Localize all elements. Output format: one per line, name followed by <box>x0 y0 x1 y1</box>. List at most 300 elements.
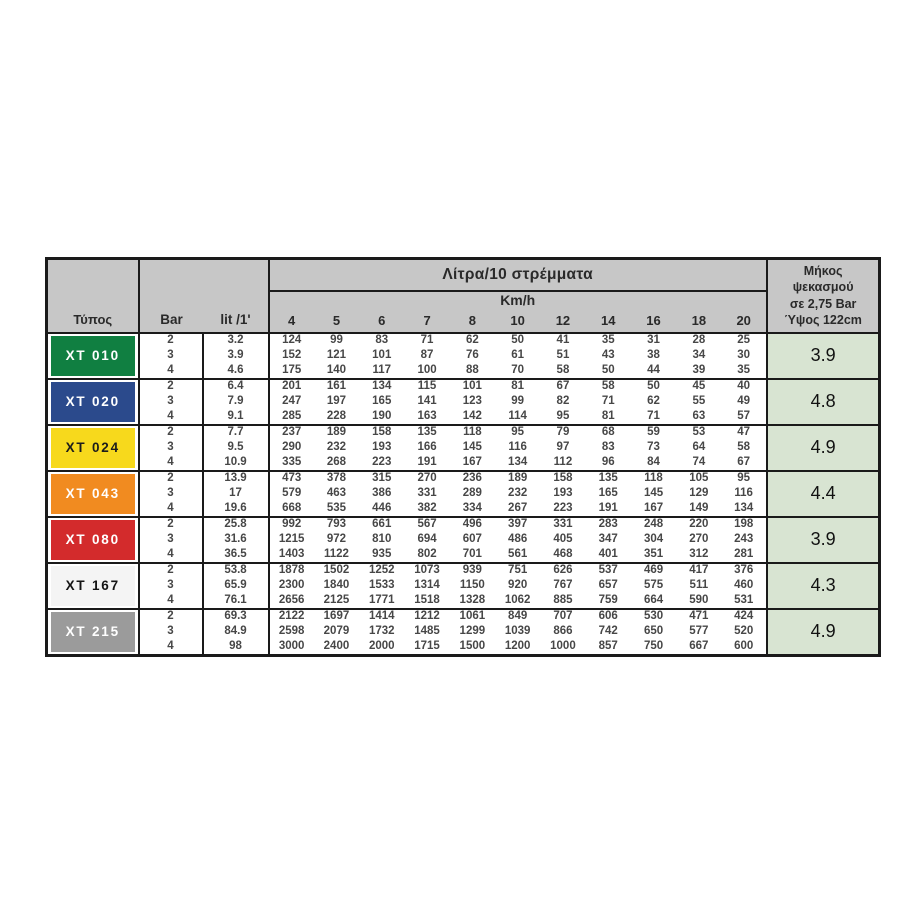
flow-value: 9.5 <box>203 440 269 455</box>
data-row <box>47 379 880 394</box>
speed-column-header: 4 <box>269 309 314 333</box>
rate-value: 140 <box>314 363 359 378</box>
flow-value: 53.8 <box>203 563 269 578</box>
header-row-1 <box>47 259 880 291</box>
flow-column-header-label: lit /1' <box>220 311 251 327</box>
rate-value: 2400 <box>314 640 359 656</box>
rate-value: 193 <box>359 440 404 455</box>
rate-value: 1039 <box>495 624 540 640</box>
rate-value: 992 <box>269 517 314 532</box>
spray-length-value: 4.9 <box>767 609 880 656</box>
rate-value: 58 <box>540 363 585 378</box>
rate-value: 118 <box>450 425 495 440</box>
data-row <box>47 455 880 470</box>
speed-column-header: 18 <box>676 309 721 333</box>
rate-value: 141 <box>404 394 449 409</box>
rate-value: 469 <box>631 563 676 578</box>
rate-value: 417 <box>676 563 721 578</box>
rate-value: 167 <box>450 455 495 470</box>
rate-value: 116 <box>495 440 540 455</box>
rate-value: 134 <box>495 455 540 470</box>
rate-value: 1502 <box>314 563 359 578</box>
speed-column-header: 16 <box>631 309 676 333</box>
rate-value: 71 <box>631 409 676 424</box>
rate-value: 2598 <box>269 624 314 640</box>
rate-value: 468 <box>540 547 585 562</box>
rate-value: 701 <box>450 547 495 562</box>
nozzle-type-cell <box>47 609 139 656</box>
rate-value: 175 <box>269 363 314 378</box>
rate-value: 43 <box>586 348 631 363</box>
rate-value: 71 <box>586 394 631 409</box>
speed-column-header: 12 <box>540 309 585 333</box>
rate-value: 116 <box>721 486 766 501</box>
rate-value: 1697 <box>314 609 359 625</box>
rate-value: 866 <box>540 624 585 640</box>
rate-value: 70 <box>495 363 540 378</box>
spray-length-value: 4.4 <box>767 471 880 517</box>
bar-value: 3 <box>139 486 203 501</box>
nozzle-type-label: XT 215 <box>51 612 135 652</box>
rate-value: 145 <box>450 440 495 455</box>
bar-value: 2 <box>139 609 203 625</box>
rate-value: 35 <box>721 363 766 378</box>
rate-value: 50 <box>631 379 676 394</box>
flow-value: 65.9 <box>203 578 269 593</box>
rate-value: 1299 <box>450 624 495 640</box>
rate-value: 134 <box>721 501 766 516</box>
rate-value: 281 <box>721 547 766 562</box>
table-body <box>47 333 880 656</box>
rate-value: 972 <box>314 532 359 547</box>
flow-value: 69.3 <box>203 609 269 625</box>
nozzle-type-cell <box>47 471 139 517</box>
rate-value: 802 <box>404 547 449 562</box>
rate-value: 61 <box>495 348 540 363</box>
spray-length-header-line: σε 2,75 Bar <box>789 296 857 311</box>
rate-value: 1314 <box>404 578 449 593</box>
rate-value: 2125 <box>314 593 359 608</box>
rate-value: 101 <box>359 348 404 363</box>
rate-value: 117 <box>359 363 404 378</box>
rate-value: 88 <box>450 363 495 378</box>
nozzle-rate-table <box>45 257 881 657</box>
rate-value: 167 <box>631 501 676 516</box>
rate-value: 55 <box>676 394 721 409</box>
speed-unit-cell: Km/h <box>269 291 767 309</box>
bar-value: 3 <box>139 348 203 363</box>
rate-value: 496 <box>450 517 495 532</box>
rate-value: 460 <box>721 578 766 593</box>
rate-value: 590 <box>676 593 721 608</box>
rate-value: 99 <box>314 333 359 348</box>
rate-value: 63 <box>676 409 721 424</box>
rate-value: 401 <box>586 547 631 562</box>
rate-value: 473 <box>269 471 314 486</box>
rate-value: 135 <box>586 471 631 486</box>
rate-value: 650 <box>631 624 676 640</box>
nozzle-type-label: XT 043 <box>51 474 135 514</box>
liters-title-cell: Λίτρα/10 στρέμματα <box>269 259 767 291</box>
rate-value: 237 <box>269 425 314 440</box>
rate-value: 115 <box>404 379 449 394</box>
rate-value: 62 <box>631 394 676 409</box>
data-row <box>47 547 880 562</box>
spray-length-value: 3.9 <box>767 333 880 379</box>
rate-value: 163 <box>404 409 449 424</box>
rate-value: 95 <box>540 409 585 424</box>
nozzle-type-label: XT 167 <box>51 566 135 606</box>
rate-value: 424 <box>721 609 766 625</box>
rate-value: 81 <box>495 379 540 394</box>
flow-value: 19.6 <box>203 501 269 516</box>
rate-value: 68 <box>586 425 631 440</box>
type-column-header <box>47 259 139 333</box>
flow-value: 4.6 <box>203 363 269 378</box>
data-row <box>47 517 880 532</box>
rate-value: 189 <box>495 471 540 486</box>
spray-length-header-line: Μήκος <box>803 263 843 278</box>
rate-value: 39 <box>676 363 721 378</box>
rate-value: 446 <box>359 501 404 516</box>
rate-value: 243 <box>721 532 766 547</box>
nozzle-type-cell <box>47 379 139 425</box>
speed-column-header: 20 <box>721 309 766 333</box>
flow-value: 76.1 <box>203 593 269 608</box>
rate-value: 1215 <box>269 532 314 547</box>
rate-value: 67 <box>540 379 585 394</box>
flow-value: 10.9 <box>203 455 269 470</box>
rate-value: 920 <box>495 578 540 593</box>
rate-value: 25 <box>721 333 766 348</box>
rate-value: 191 <box>404 455 449 470</box>
spray-length-value: 4.8 <box>767 379 880 425</box>
rate-value: 2000 <box>359 640 404 656</box>
rate-value: 378 <box>314 471 359 486</box>
data-row <box>47 425 880 440</box>
rate-value: 463 <box>314 486 359 501</box>
rate-value: 99 <box>495 394 540 409</box>
data-row <box>47 501 880 516</box>
rate-value: 191 <box>586 501 631 516</box>
rate-value: 95 <box>495 425 540 440</box>
rate-value: 759 <box>586 593 631 608</box>
rate-value: 97 <box>540 440 585 455</box>
rate-value: 152 <box>269 348 314 363</box>
rate-value: 857 <box>586 640 631 656</box>
rate-value: 290 <box>269 440 314 455</box>
rate-value: 1840 <box>314 578 359 593</box>
bar-value: 3 <box>139 532 203 547</box>
rate-value: 751 <box>495 563 540 578</box>
rate-value: 121 <box>314 348 359 363</box>
table-header <box>47 259 880 333</box>
rate-value: 166 <box>404 440 449 455</box>
rate-value: 197 <box>314 394 359 409</box>
rate-value: 34 <box>676 348 721 363</box>
speed-column-header: 7 <box>404 309 449 333</box>
rate-value: 1732 <box>359 624 404 640</box>
rate-value: 31 <box>631 333 676 348</box>
rate-value: 935 <box>359 547 404 562</box>
rate-value: 1061 <box>450 609 495 625</box>
rate-value: 347 <box>586 532 631 547</box>
nozzle-type-cell <box>47 425 139 471</box>
flow-value: 3.9 <box>203 348 269 363</box>
data-row <box>47 409 880 424</box>
rate-value: 707 <box>540 609 585 625</box>
nozzle-type-cell <box>47 563 139 609</box>
rate-value: 3000 <box>269 640 314 656</box>
rate-value: 87 <box>404 348 449 363</box>
bar-column-header-label: Bar <box>160 311 183 327</box>
rate-value: 28 <box>676 333 721 348</box>
rate-value: 158 <box>540 471 585 486</box>
rate-value: 190 <box>359 409 404 424</box>
rate-value: 83 <box>586 440 631 455</box>
flow-value: 17 <box>203 486 269 501</box>
rate-value: 694 <box>404 532 449 547</box>
data-row <box>47 394 880 409</box>
bar-value: 3 <box>139 578 203 593</box>
nozzle-type-label: XT 020 <box>51 382 135 422</box>
data-row <box>47 624 880 640</box>
rate-value: 114 <box>495 409 540 424</box>
rate-value: 2300 <box>269 578 314 593</box>
bar-value: 3 <box>139 394 203 409</box>
rate-value: 1414 <box>359 609 404 625</box>
rate-value: 73 <box>631 440 676 455</box>
rate-value: 50 <box>495 333 540 348</box>
rate-value: 59 <box>631 425 676 440</box>
rate-value: 331 <box>404 486 449 501</box>
rate-value: 1518 <box>404 593 449 608</box>
rate-value: 105 <box>676 471 721 486</box>
rate-value: 189 <box>314 425 359 440</box>
rate-value: 1533 <box>359 578 404 593</box>
rate-value: 626 <box>540 563 585 578</box>
rate-value: 201 <box>269 379 314 394</box>
bar-value: 3 <box>139 440 203 455</box>
rate-value: 600 <box>721 640 766 656</box>
flow-value: 7.9 <box>203 394 269 409</box>
rate-value: 142 <box>450 409 495 424</box>
rate-value: 44 <box>631 363 676 378</box>
rate-value: 351 <box>631 547 676 562</box>
rate-value: 57 <box>721 409 766 424</box>
rate-value: 228 <box>314 409 359 424</box>
bar-value: 4 <box>139 363 203 378</box>
rate-value: 376 <box>721 563 766 578</box>
rate-value: 62 <box>450 333 495 348</box>
rate-value: 535 <box>314 501 359 516</box>
rate-value: 1252 <box>359 563 404 578</box>
rate-value: 1150 <box>450 578 495 593</box>
flow-value: 31.6 <box>203 532 269 547</box>
rate-value: 1485 <box>404 624 449 640</box>
rate-value: 742 <box>586 624 631 640</box>
rate-value: 537 <box>586 563 631 578</box>
rate-value: 575 <box>631 578 676 593</box>
flow-value: 84.9 <box>203 624 269 640</box>
rate-value: 64 <box>676 440 721 455</box>
bar-value: 4 <box>139 455 203 470</box>
bar-flow-column-header <box>139 259 269 333</box>
rate-value: 289 <box>450 486 495 501</box>
rate-value: 45 <box>676 379 721 394</box>
data-row <box>47 363 880 378</box>
rate-value: 561 <box>495 547 540 562</box>
rate-value: 1878 <box>269 563 314 578</box>
rate-value: 664 <box>631 593 676 608</box>
rate-value: 270 <box>676 532 721 547</box>
rate-value: 223 <box>359 455 404 470</box>
bar-value: 2 <box>139 563 203 578</box>
rate-value: 247 <box>269 394 314 409</box>
data-row <box>47 348 880 363</box>
rate-value: 118 <box>631 471 676 486</box>
flow-value: 13.9 <box>203 471 269 486</box>
rate-value: 30 <box>721 348 766 363</box>
rate-value: 223 <box>540 501 585 516</box>
nozzle-type-label: XT 080 <box>51 520 135 560</box>
spray-length-header-line: Ύψος 122cm <box>784 313 862 328</box>
rate-value: 51 <box>540 348 585 363</box>
rate-value: 661 <box>359 517 404 532</box>
rate-value: 335 <box>269 455 314 470</box>
rate-value: 1000 <box>540 640 585 656</box>
data-row <box>47 640 880 656</box>
rate-value: 283 <box>586 517 631 532</box>
rate-value: 607 <box>450 532 495 547</box>
rate-value: 849 <box>495 609 540 625</box>
nozzle-type-cell <box>47 333 139 379</box>
rate-value: 793 <box>314 517 359 532</box>
rate-value: 315 <box>359 471 404 486</box>
speed-column-header: 10 <box>495 309 540 333</box>
rate-value: 248 <box>631 517 676 532</box>
nozzle-type-label: XT 010 <box>51 336 135 376</box>
rate-value: 135 <box>404 425 449 440</box>
rate-value: 71 <box>404 333 449 348</box>
rate-value: 47 <box>721 425 766 440</box>
rate-value: 767 <box>540 578 585 593</box>
speed-column-header: 6 <box>359 309 404 333</box>
rate-value: 1403 <box>269 547 314 562</box>
rate-value: 82 <box>540 394 585 409</box>
data-row <box>47 609 880 625</box>
flow-value: 98 <box>203 640 269 656</box>
rate-value: 304 <box>631 532 676 547</box>
bar-flow-labels <box>140 312 268 327</box>
rate-value: 657 <box>586 578 631 593</box>
rate-value: 939 <box>450 563 495 578</box>
rate-value: 50 <box>586 363 631 378</box>
rate-value: 38 <box>631 348 676 363</box>
rate-value: 129 <box>676 486 721 501</box>
data-row <box>47 440 880 455</box>
rate-value: 58 <box>721 440 766 455</box>
rate-value: 382 <box>404 501 449 516</box>
rate-value: 232 <box>314 440 359 455</box>
rate-value: 198 <box>721 517 766 532</box>
rate-value: 236 <box>450 471 495 486</box>
rate-value: 134 <box>359 379 404 394</box>
spray-length-value: 4.3 <box>767 563 880 609</box>
rate-value: 41 <box>540 333 585 348</box>
rate-value: 76 <box>450 348 495 363</box>
rate-value: 750 <box>631 640 676 656</box>
rate-value: 149 <box>676 501 721 516</box>
rate-value: 386 <box>359 486 404 501</box>
rate-value: 285 <box>269 409 314 424</box>
data-row <box>47 593 880 608</box>
rate-value: 58 <box>586 379 631 394</box>
data-row <box>47 486 880 501</box>
rate-value: 486 <box>495 532 540 547</box>
rate-value: 312 <box>676 547 721 562</box>
flow-value: 9.1 <box>203 409 269 424</box>
rate-value: 220 <box>676 517 721 532</box>
rate-value: 331 <box>540 517 585 532</box>
rate-value: 95 <box>721 471 766 486</box>
spray-length-header-line: ψεκασμού <box>792 280 854 295</box>
rate-value: 2122 <box>269 609 314 625</box>
nozzle-type-cell <box>47 517 139 563</box>
rate-value: 145 <box>631 486 676 501</box>
spray-length-value: 3.9 <box>767 517 880 563</box>
rate-value: 1073 <box>404 563 449 578</box>
data-row <box>47 532 880 547</box>
flow-value: 36.5 <box>203 547 269 562</box>
data-row <box>47 563 880 578</box>
rate-value: 530 <box>631 609 676 625</box>
rate-value: 267 <box>495 501 540 516</box>
rate-value: 123 <box>450 394 495 409</box>
speed-column-header: 8 <box>450 309 495 333</box>
rate-value: 471 <box>676 609 721 625</box>
flow-value: 3.2 <box>203 333 269 348</box>
rate-value: 405 <box>540 532 585 547</box>
rate-value: 567 <box>404 517 449 532</box>
data-row <box>47 578 880 593</box>
rate-value: 668 <box>269 501 314 516</box>
rate-value: 165 <box>586 486 631 501</box>
rate-value: 270 <box>404 471 449 486</box>
rate-value: 1328 <box>450 593 495 608</box>
rate-value: 1771 <box>359 593 404 608</box>
rate-value: 100 <box>404 363 449 378</box>
rate-value: 667 <box>676 640 721 656</box>
spray-length-column-header <box>767 259 880 333</box>
rate-value: 1715 <box>404 640 449 656</box>
speed-column-header: 5 <box>314 309 359 333</box>
data-row <box>47 471 880 486</box>
bar-value: 4 <box>139 547 203 562</box>
bar-value: 3 <box>139 624 203 640</box>
rate-value: 579 <box>269 486 314 501</box>
rate-value: 520 <box>721 624 766 640</box>
rate-value: 67 <box>721 455 766 470</box>
bar-value: 4 <box>139 409 203 424</box>
bar-value: 4 <box>139 640 203 656</box>
speed-column-header: 14 <box>586 309 631 333</box>
rate-value: 1200 <box>495 640 540 656</box>
rate-value: 1122 <box>314 547 359 562</box>
bar-value: 4 <box>139 501 203 516</box>
type-column-header-label: Τύπος <box>73 311 113 327</box>
rate-value: 268 <box>314 455 359 470</box>
